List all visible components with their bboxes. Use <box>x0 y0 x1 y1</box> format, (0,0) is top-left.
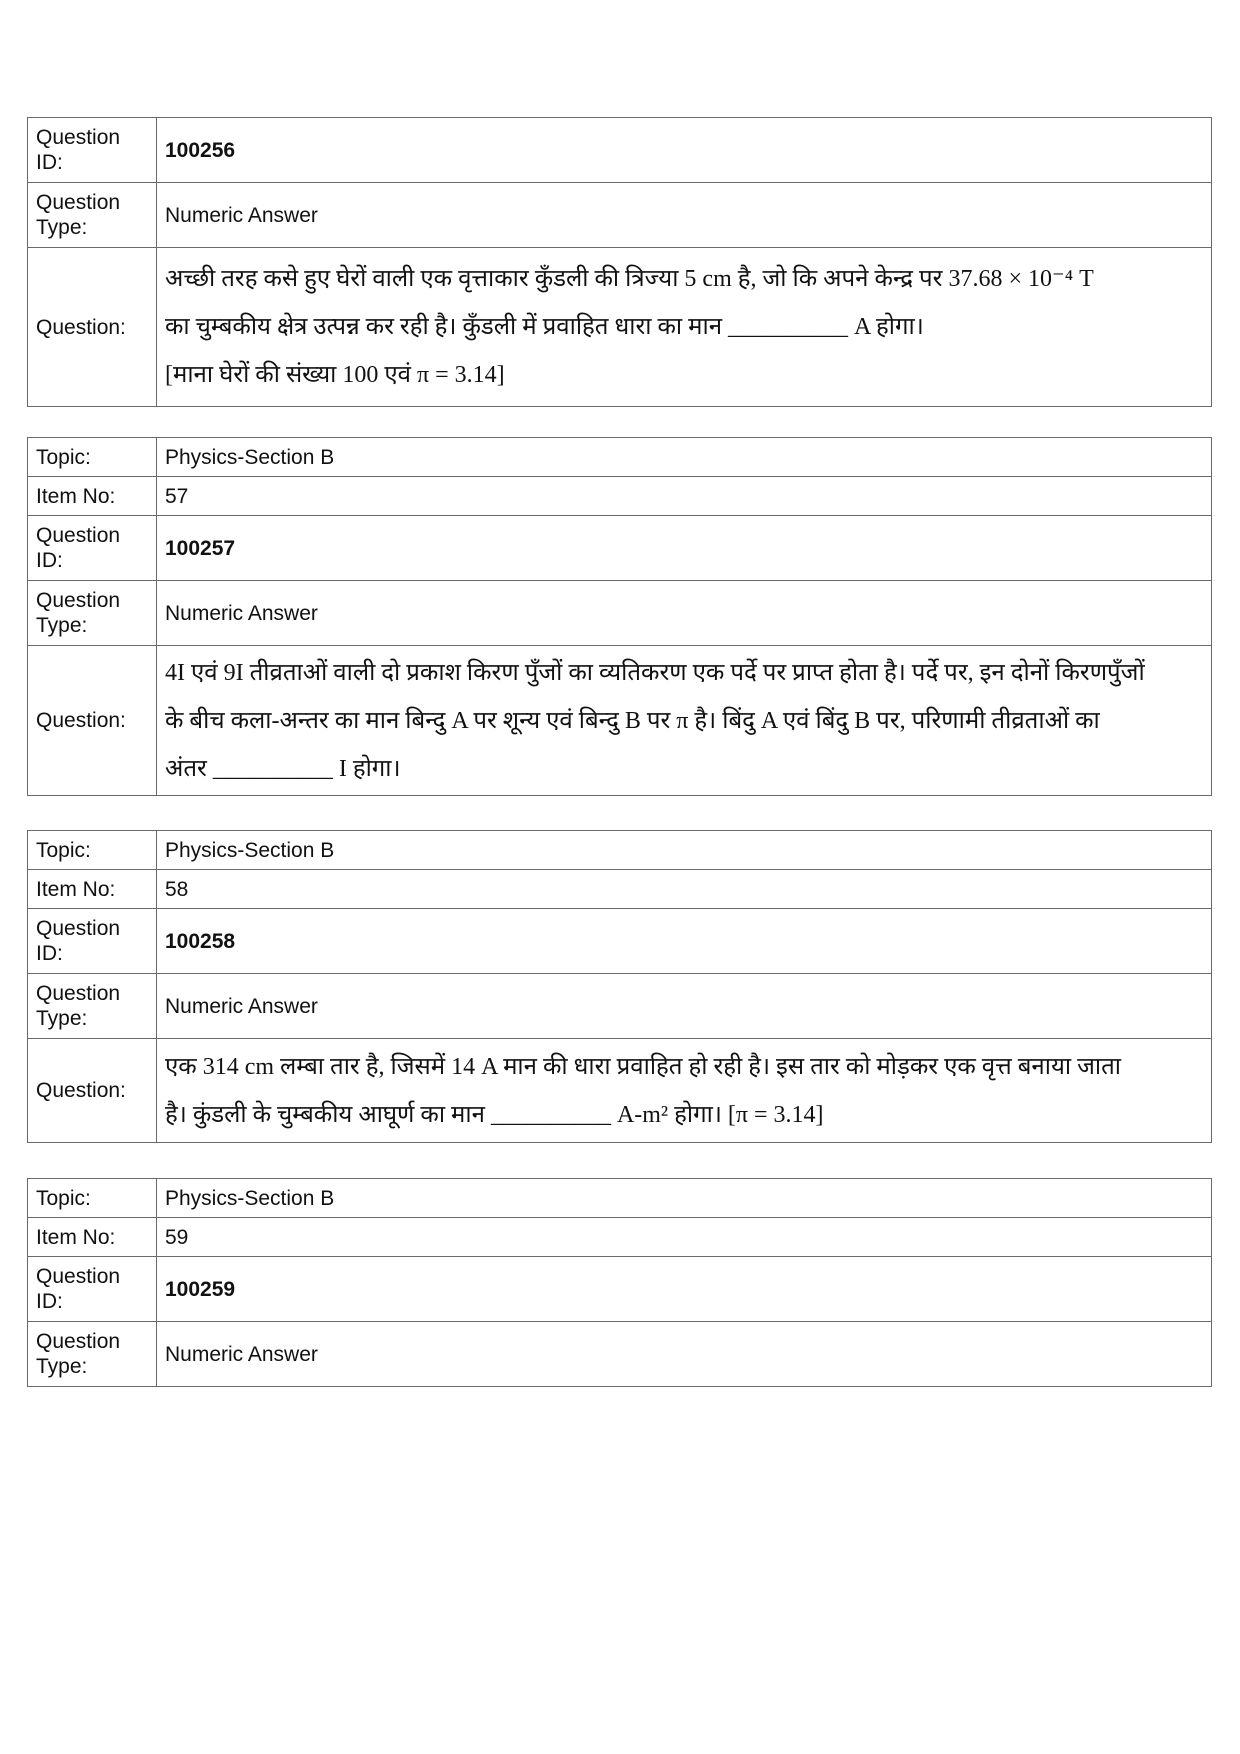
question-type-label: Question Type: <box>28 183 157 248</box>
question-type-label: Question Type: <box>28 974 157 1039</box>
question-block-100259 <box>27 1178 1212 1387</box>
item-no-label: Item No: <box>28 870 157 909</box>
question-line: 4I एवं 9I तीव्रताओं वाली दो प्रकाश किरण पुँजों का व्यतिकरण एक पर्दे पर प्राप्त होता है। पर्दे पर, इन दोनों किरणपुँजों <box>165 659 1145 686</box>
question-id-label: Question ID: <box>28 118 157 183</box>
question-text <box>157 1039 1212 1143</box>
question-type-label: Question Type: <box>28 1322 157 1387</box>
question-id-label: Question ID: <box>28 1257 157 1322</box>
question-id-value: 100259 <box>157 1257 1212 1322</box>
question-line: [माना घेरों की संख्या 100 एवं π = 3.14] <box>165 362 505 388</box>
question-type-value: Numeric Answer <box>157 1322 1212 1387</box>
topic-value: Physics-Section B <box>157 1179 1212 1218</box>
question-text <box>157 646 1212 796</box>
question-id-label: Question ID: <box>28 909 157 974</box>
topic-label: Topic: <box>28 1179 157 1218</box>
item-no-value: 59 <box>157 1218 1212 1257</box>
question-type-value: Numeric Answer <box>157 974 1212 1039</box>
question-line: अंतर __________ I होगा। <box>165 755 401 782</box>
item-no-label: Item No: <box>28 477 157 516</box>
question-label: Question: <box>28 248 157 407</box>
question-line: का चुम्बकीय क्षेत्र उत्पन्न कर रही है। कुँडली में प्रवाहित धारा का मान __________ A होगा। <box>165 314 924 340</box>
topic-value: Physics-Section B <box>157 438 1212 477</box>
item-no-value: 58 <box>157 870 1212 909</box>
question-line: के बीच कला-अन्तर का मान बिन्दु A पर शून्य एवं बिन्दु B पर π है। बिंदु A एवं बिंदु B पर, परिणामी तीव्रताओं का <box>165 707 1100 734</box>
question-block-100257 <box>27 437 1212 796</box>
question-type-value: Numeric Answer <box>157 581 1212 646</box>
item-no-value: 57 <box>157 477 1212 516</box>
topic-label: Topic: <box>28 831 157 870</box>
topic-label: Topic: <box>28 438 157 477</box>
question-id-value: 100257 <box>157 516 1212 581</box>
question-block-100258 <box>27 830 1212 1143</box>
question-line: एक 314 cm लम्बा तार है, जिसमें 14 A मान की धारा प्रवाहित हो रही है। इस तार को मोड़कर एक वृत्त बनाया जाता <box>165 1053 1122 1080</box>
question-id-value: 100258 <box>157 909 1212 974</box>
topic-value: Physics-Section B <box>157 831 1212 870</box>
question-block-100256 <box>27 117 1212 407</box>
item-no-label: Item No: <box>28 1218 157 1257</box>
question-id-label: Question ID: <box>28 516 157 581</box>
question-type-value: Numeric Answer <box>157 183 1212 248</box>
question-line: अच्छी तरह कसे हुए घेरों वाली एक वृत्ताकार कुँडली की त्रिज्या 5 cm है, जो कि अपने केन्द्र पर 37.68 × 10⁻⁴ T <box>165 266 1094 292</box>
question-id-value: 100256 <box>157 118 1212 183</box>
question-type-label: Question Type: <box>28 581 157 646</box>
question-label: Question: <box>28 1039 157 1143</box>
question-text <box>157 248 1212 407</box>
question-line: है। कुंडली के चुम्बकीय आघूर्ण का मान __________ A-m² होगा। [π = 3.14] <box>165 1101 824 1128</box>
question-label: Question: <box>28 646 157 796</box>
